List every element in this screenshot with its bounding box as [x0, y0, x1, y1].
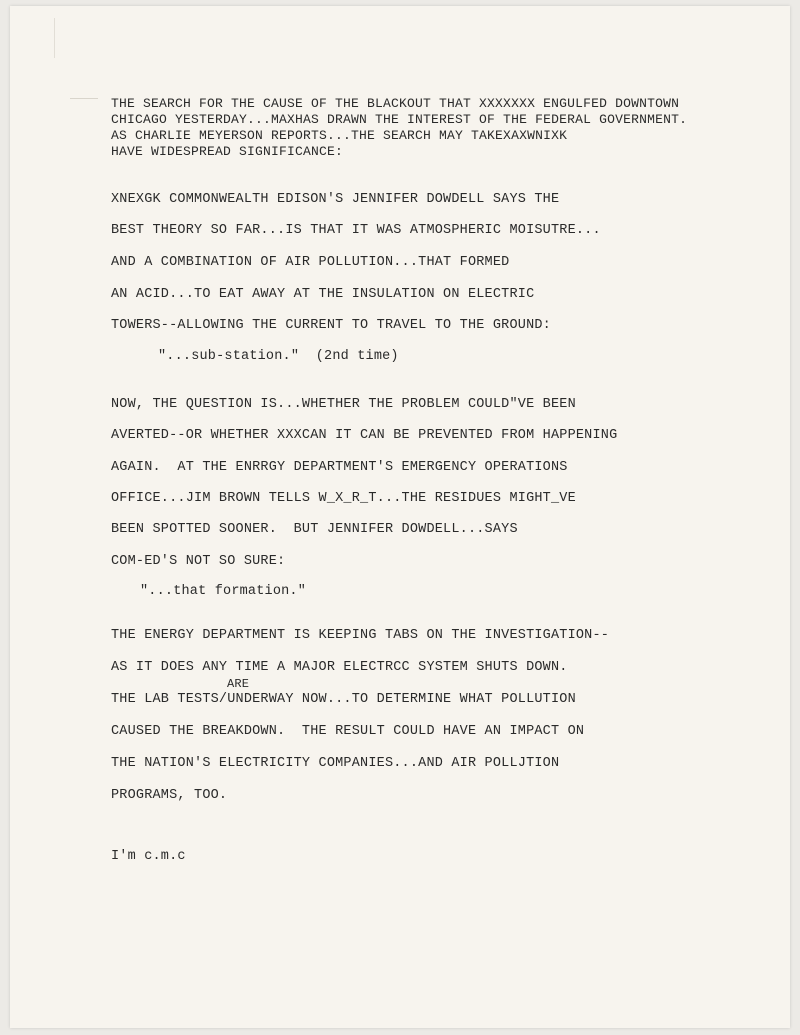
handwritten-insert: ARE	[227, 677, 250, 691]
body-line: AVERTED--OR WHETHER XXXCAN IT CAN BE PREVENTED FROM HAPPENING	[111, 428, 618, 443]
body-line: THE NATION'S ELECTRICITY COMPANIES...AND AIR POLLJTION	[111, 756, 560, 771]
body-line: THE LAB TESTS/UNDERWAY NOW...TO DETERMINE WHAT POLLUTION	[111, 692, 576, 707]
intro-line: AS CHARLIE MEYERSON REPORTS...THE SEARCH MAY TAKEXAXWNIXK	[111, 128, 568, 143]
body-line: THE ENERGY DEPARTMENT IS KEEPING TABS ON THE INVESTIGATION--	[111, 628, 610, 643]
paper-crease	[70, 98, 98, 99]
intro-line: HAVE WIDESPREAD SIGNIFICANCE:	[111, 144, 344, 159]
body-line: PROGRAMS, TOO.	[111, 788, 228, 803]
body-line: CAUSED THE BREAKDOWN. THE RESULT COULD HAVE AN IMPACT ON	[111, 724, 585, 739]
body-line: BEEN SPOTTED SOONER. BUT JENNIFER DOWDELL...SAYS	[111, 522, 518, 537]
audio-cut-cue: "...sub-station." (2nd time)	[158, 349, 399, 364]
audio-cut-cue: "...that formation."	[140, 584, 307, 599]
body-line: TOWERS--ALLOWING THE CURRENT TO TRAVEL TO THE GROUND:	[111, 318, 551, 333]
body-line: NOW, THE QUESTION IS...WHETHER THE PROBLEM COULD"VE BEEN	[111, 397, 576, 412]
paper-edge-mark	[54, 18, 55, 58]
body-line: OFFICE...JIM BROWN TELLS W_X_R_T...THE RESIDUES MIGHT_VE	[111, 491, 576, 506]
body-line: AND A COMBINATION OF AIR POLLUTION...THAT FORMED	[111, 255, 510, 270]
sign-off: I'm c.m.c	[111, 849, 186, 864]
intro-line: CHICAGO YESTERDAY...MAXHAS DRAWN THE INTEREST OF THE FEDERAL GOVERNMENT.	[111, 112, 688, 127]
intro-line: THE SEARCH FOR THE CAUSE OF THE BLACKOUT THAT XXXXXXX ENGULFED DOWNTOWN	[111, 96, 680, 111]
typewritten-page	[10, 6, 790, 1028]
body-line: AS IT DOES ANY TIME A MAJOR ELECTRCC SYSTEM SHUTS DOWN.	[111, 660, 568, 675]
body-line: COM-ED'S NOT SO SURE:	[111, 554, 286, 569]
body-line: XNEXGK COMMONWEALTH EDISON'S JENNIFER DOWDELL SAYS THE	[111, 192, 560, 207]
body-line: BEST THEORY SO FAR...IS THAT IT WAS ATMOSPHERIC MOISUTRE...	[111, 223, 601, 238]
body-line: AN ACID...TO EAT AWAY AT THE INSULATION ON ELECTRIC	[111, 287, 535, 302]
body-line: AGAIN. AT THE ENRRGY DEPARTMENT'S EMERGENCY OPERATIONS	[111, 460, 568, 475]
